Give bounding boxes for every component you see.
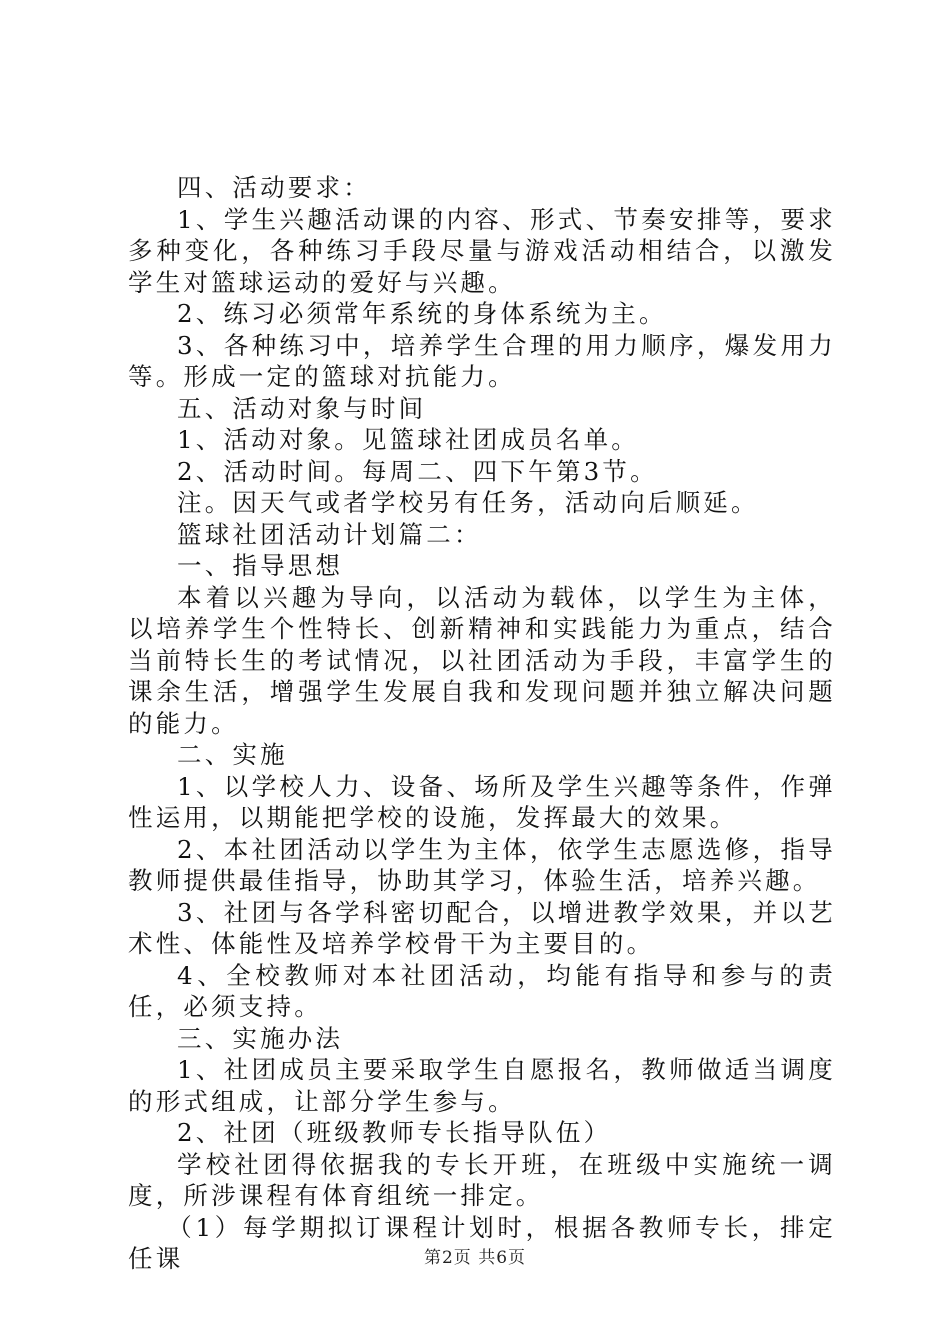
section-heading-implementation-methods: 三、实施办法 (177, 1023, 344, 1053)
paragraph: （1）每学期拟订课程计划时，根据各教师专长，排定任课 (128, 1212, 836, 1273)
paragraph: 3、社团与各学科密切配合，以增进教学效果，并以艺术性、体能性及培养学校骨干为主要目的。 (128, 897, 836, 958)
paragraph: 2、练习必须常年系统的身体系统为主。 (177, 299, 667, 328)
paragraph: 3、各种练习中，培养学生合理的用力顺序，爆发用力等。形成一定的篮球对抗能力。 (128, 330, 836, 391)
section-heading-targets-time: 五、活动对象与时间 (177, 393, 427, 423)
paragraph: 本着以兴趣为导向，以活动为载体，以学生为主体，以培养学生个性特长、创新精神和实践能力为重点，结合当前特长生的考试情况，以社团活动为手段，丰富学生的课余生活，增强学生发展自我和发现问题并独立解决问题的能力。 (128, 582, 836, 738)
page-number-footer: 第2页 共6页 (423, 1248, 527, 1268)
section-heading-requirements: 四、活动要求： (177, 173, 371, 202)
document-body (128, 172, 836, 1275)
paragraph: 1、以学校人力、设备、场所及学生兴趣等条件，作弹性运用，以期能把学校的设施，发挥最大的效果。 (128, 771, 836, 832)
article-title-part-two: 篮球社团活动计划篇二： (177, 519, 482, 549)
paragraph: 2、活动时间。每周二、四下午第3节。 (177, 456, 658, 486)
paragraph: 1、社团成员主要采取学生自愿报名，教师做适当调度的形式组成，让部分学生参与。 (128, 1055, 836, 1116)
section-heading-implementation: 二、实施 (177, 740, 288, 769)
paragraph: 2、本社团活动以学生为主体，依学生志愿选修，指导教师提供最佳指导，协助其学习，体验生活，培养兴趣。 (128, 834, 836, 895)
paragraph: 2、社团（班级教师专长指导队伍） (177, 1118, 612, 1147)
note-paragraph: 注。因天气或者学校另有任务，活动向后顺延。 (177, 488, 759, 517)
paragraph: 1、活动对象。见篮球社团成员名单。 (177, 425, 639, 454)
paragraph: 1、学生兴趣活动课的内容、形式、节奏安排等，要求多种变化，各种练习手段尽量与游戏活动相结合，以激发学生对篮球运动的爱好与兴趣。 (128, 204, 836, 297)
paragraph: 学校社团得依据我的专长开班，在班级中实施统一调度，所涉课程有体育组统一排定。 (128, 1149, 836, 1210)
section-heading-guiding-ideology: 一、指导思想 (177, 551, 344, 580)
paragraph: 4、全校教师对本社团活动，均能有指导和参与的责任，必须支持。 (128, 960, 836, 1021)
